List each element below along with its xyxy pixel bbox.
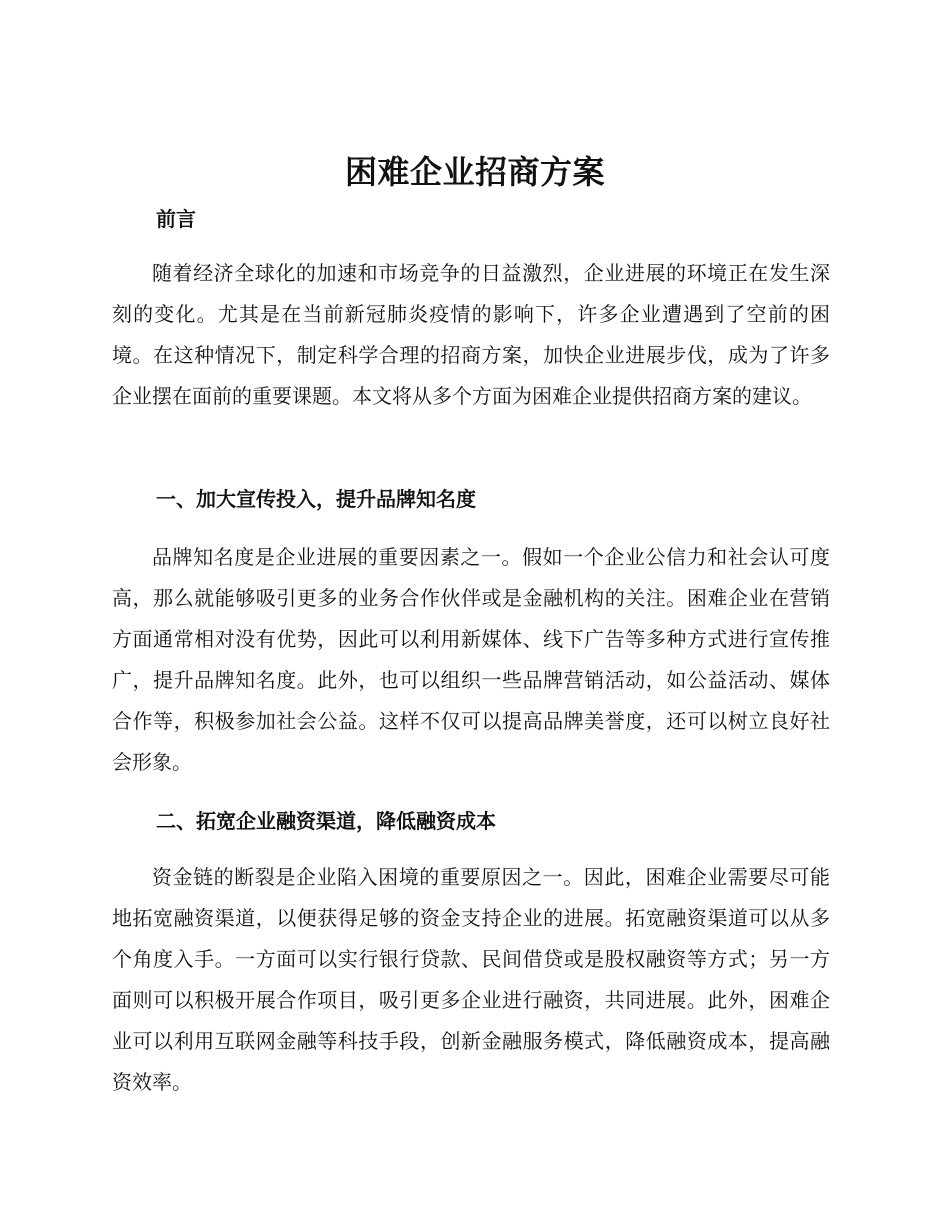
section-1-paragraph: 品牌知名度是企业进展的重要因素之一。假如一个企业公信力和社会认可度高，那么就能够吸引更多的业务合作伙伴或是金融机构的关注。困难企业在营销方面通常相对没有优势，因此可以利用新媒体、线下广告等多种方式进行宣传推广，提升品牌知名度。此外，也可以组织一些品牌营销活动，如公益活动、媒体合作等，积极参加社会公益。这样不仅可以提高品牌美誉度，还可以树立良好社会形象。 (112, 545, 830, 774)
section-2-paragraph: 资金链的断裂是企业陷入困境的重要原因之一。因此，困难企业需要尽可能地拓宽融资渠道，以便获得足够的资金支持企业的进展。拓宽融资渠道可以从多个角度入手。一方面可以实行银行贷款、民间借贷或是股权融资等方式；另一方面则可以积极开展合作项目，吸引更多企业进行融资，共同进展。此外，困难企业可以利用互联网金融等科技手段，创新金融服务模式，降低融资成本，提高融资效率。 (112, 865, 830, 1094)
preface-paragraph: 随着经济全球化的加速和市场竞争的日益激烈，企业进展的环境正在发生深刻的变化。尤其是在当前新冠肺炎疫情的影响下，许多企业遭遇到了空前的困境。在这种情况下，制定科学合理的招商方案，加快企业进展步伐，成为了许多企业摆在面前的重要课题。本文将从多个方面为困难企业提供招商方案的建议。 (112, 261, 830, 408)
section-2-heading: 二、拓宽企业融资渠道，降低融资成本 (156, 809, 496, 833)
document-title: 困难企业招商方案 (344, 153, 605, 191)
preface-heading: 前言 (156, 207, 196, 231)
section-1-heading: 一、加大宣传投入，提升品牌知名度 (156, 487, 476, 511)
